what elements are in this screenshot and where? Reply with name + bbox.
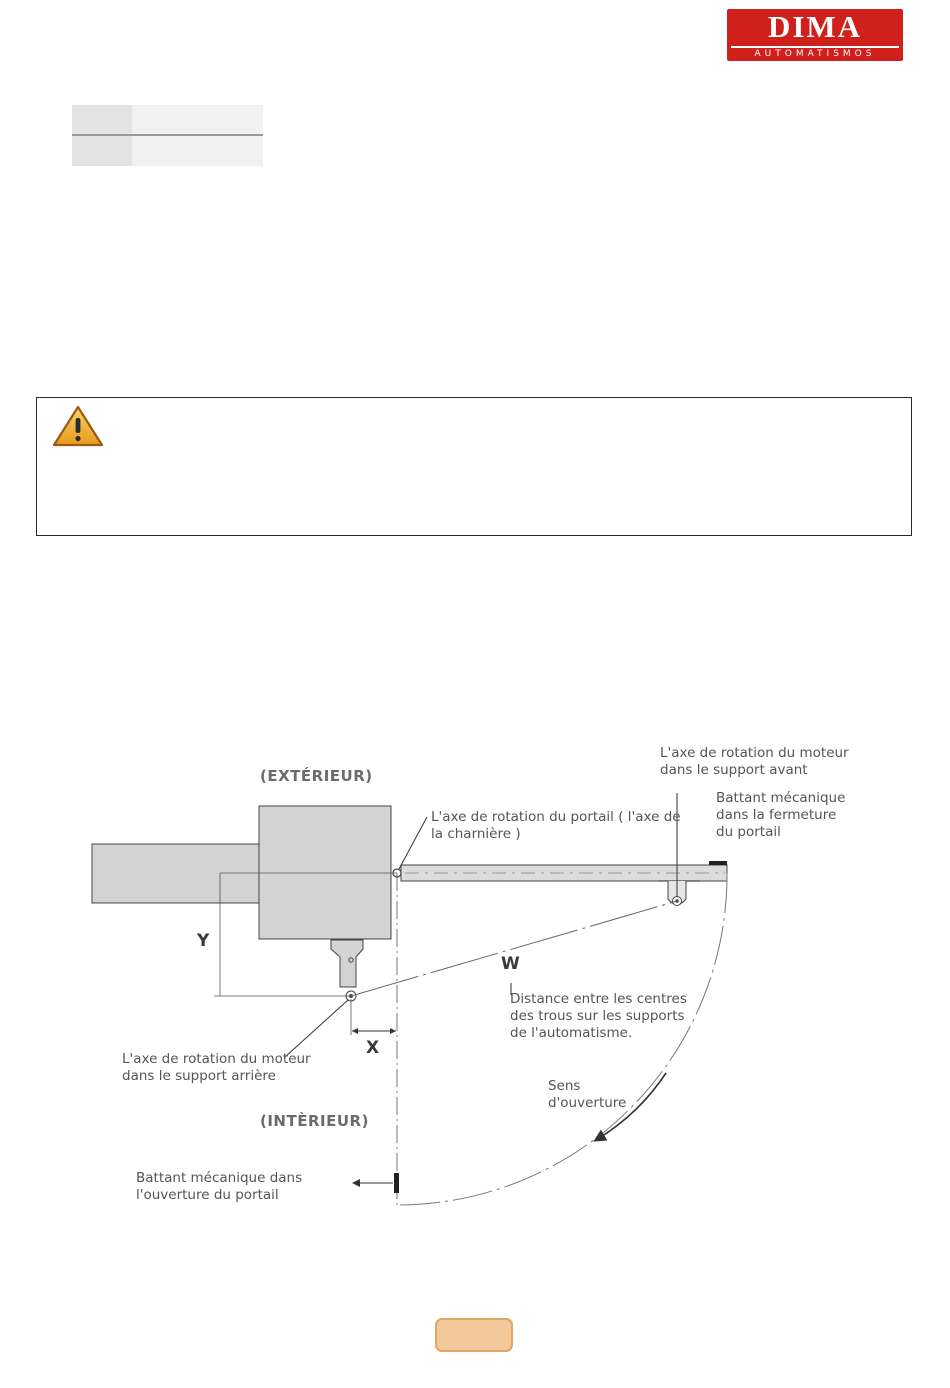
table-row	[72, 136, 263, 166]
rear-bracket	[331, 940, 363, 987]
opening-stop-label	[136, 1170, 302, 1204]
label-line: de l'automatisme.	[510, 1025, 633, 1041]
label-line: L'axe de rotation du moteur	[660, 745, 849, 761]
pillar-block	[259, 806, 391, 939]
dimension-x-label: X	[366, 1038, 380, 1058]
logo-brand: DIMA	[767, 9, 863, 44]
installation-diagram	[80, 735, 880, 1225]
closing-stop-label	[716, 790, 845, 841]
label-line: dans le support avant	[660, 762, 808, 778]
table-cell	[72, 136, 132, 166]
label-line: dans la fermeture	[716, 807, 837, 823]
label-line: du portail	[716, 824, 781, 840]
table-cell	[132, 136, 263, 166]
label-line: des trous sur les supports	[510, 1008, 685, 1024]
label-line: L'axe de rotation du portail ( l'axe de	[431, 809, 681, 825]
w-description-label	[510, 991, 687, 1042]
label-line: Distance entre les centres	[510, 991, 687, 1007]
front-support-axis-label	[660, 745, 849, 779]
opening-stop	[394, 1173, 399, 1193]
dimension-w-label: W	[501, 954, 520, 974]
warning-triangle-icon	[51, 404, 105, 448]
label-line: la charnière )	[431, 826, 521, 842]
dima-logo	[727, 9, 903, 61]
table-row	[72, 105, 263, 134]
label-line: L'axe de rotation du moteur	[122, 1051, 311, 1067]
table-divider	[72, 134, 263, 136]
interior-label: (INTÈRIEUR)	[260, 1112, 369, 1130]
warning-box	[36, 397, 912, 536]
closing-stop	[709, 861, 727, 865]
label-line: l'ouverture du portail	[136, 1187, 279, 1203]
dimension-y-label: Y	[197, 931, 210, 951]
label-line: d'ouverture	[548, 1095, 627, 1111]
label-line: Battant mécanique dans	[136, 1170, 303, 1186]
wall-post	[92, 844, 259, 903]
rear-support-axis-label	[122, 1051, 311, 1085]
label-line: dans le support arrière	[122, 1068, 276, 1084]
table-cell	[132, 105, 263, 134]
exterior-label: (EXTÉRIEUR)	[260, 767, 373, 785]
opening-direction-label	[548, 1078, 626, 1112]
label-line: Sens	[548, 1078, 581, 1094]
page-number-badge	[435, 1318, 513, 1352]
table-cell	[72, 105, 132, 134]
logo-tagline: AUTOMATISMOS	[754, 49, 876, 59]
label-line: Battant mécanique	[716, 790, 846, 806]
gate-axis-label	[431, 809, 681, 843]
